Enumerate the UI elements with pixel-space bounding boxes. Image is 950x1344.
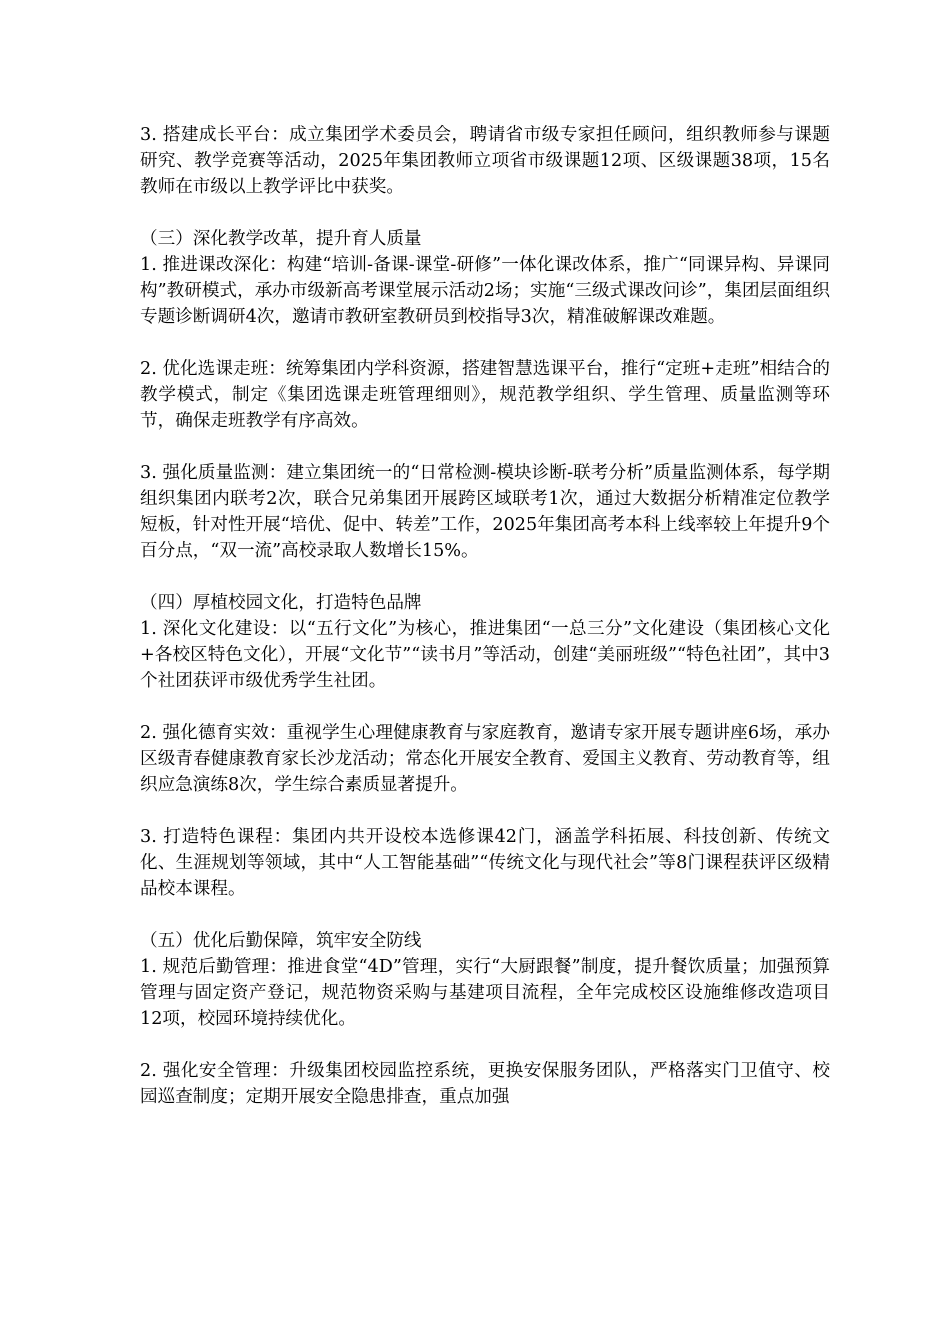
- paragraph-safety-management: 2. 强化安全管理：升级集团校园监控系统，更换安保服务团队，严格落实门卫值守、校园巡查制度；定期开展安全隐患排查，重点加强: [140, 1061, 830, 1107]
- paragraph-featured-courses: 3. 打造特色课程：集团内共开设校本选修课42门，涵盖学科拓展、科技创新、传统文化、生涯规划等领域，其中“人工智能基础”“传统文化与现代社会”等8门课程获评区级精品校本课程。: [140, 827, 830, 899]
- paragraph-course-selection: 2. 优化选课走班：统筹集团内学科资源，搭建智慧选课平台，推行“定班+走班”相结合的教学模式，制定《集团选课走班管理细则》，规范教学组织、学生管理、质量监测等环节，确保走班教学有序高效。: [140, 359, 830, 431]
- paragraph-curriculum-reform: 1. 推进课改深化：构建“培训-备课-课堂-研修”一体化课改体系，推广“同课异构、异课同构”教研模式，承办市级新高考课堂展示活动2场；实施“三级式课改问诊”，集团层面组织专题诊断调研4次，邀请市教研室教研员到校指导3次，精准破解课改难题。: [140, 255, 830, 327]
- section-heading-campus-culture: （四）厚植校园文化，打造特色品牌: [140, 593, 422, 613]
- section-heading-teaching-reform: （三）深化教学改革，提升育人质量: [140, 229, 422, 249]
- paragraph-logistics-management: 1. 规范后勤管理：推进食堂“4D”管理，实行“大厨跟餐”制度，提升餐饮质量；加强预算管理与固定资产登记，规范物资采购与基建项目流程，全年完成校区设施维修改造项目12项，校园环境持续优化。: [140, 957, 830, 1029]
- paragraph-culture-building: 1. 深化文化建设：以“五行文化”为核心，推进集团“一总三分”文化建设（集团核心文化+各校区特色文化），开展“文化节”“读书月”等活动，创建“美丽班级”“特色社团”，其中3个社团获评市级优秀学生社团。: [140, 619, 830, 691]
- section-heading-logistics-safety: （五）优化后勤保障，筑牢安全防线: [140, 931, 422, 951]
- paragraph-quality-monitoring: 3. 强化质量监测：建立集团统一的“日常检测-模块诊断-联考分析”质量监测体系，每学期组织集团内联考2次，联合兄弟集团开展跨区域联考1次，通过大数据分析精准定位教学短板，针对性开展“培优、促中、转差”工作，2025年集团高考本科上线率较上年提升9个百分点，“双一流”高校录取人数增长15%。: [140, 463, 830, 561]
- paragraph-moral-education: 2. 强化德育实效：重视学生心理健康教育与家庭教育，邀请专家开展专题讲座6场，承办区级青春健康教育家长沙龙活动；常态化开展安全教育、爱国主义教育、劳动教育等，组织应急演练8次，学生综合素质显著提升。: [140, 723, 830, 795]
- document-page: [140, 122, 830, 1110]
- paragraph-growth-platform: 3. 搭建成长平台：成立集团学术委员会，聘请省市级专家担任顾问，组织教师参与课题研究、教学竞赛等活动，2025年集团教师立项省市级课题12项、区级课题38项，15名教师在市级以上教学评比中获奖。: [140, 125, 830, 197]
